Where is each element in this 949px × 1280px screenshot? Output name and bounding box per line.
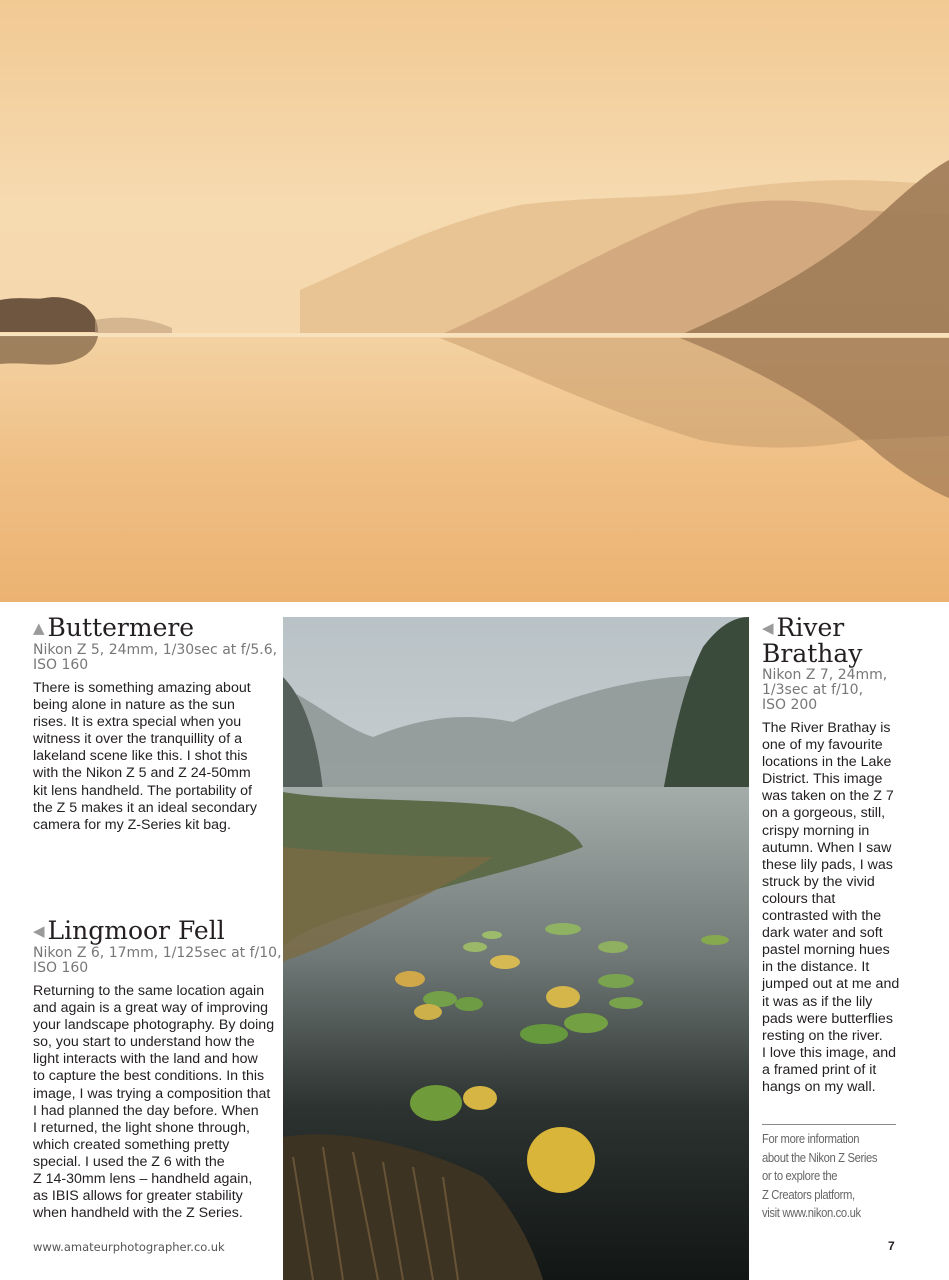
divider xyxy=(762,1124,896,1125)
page-number: 7 xyxy=(888,1239,895,1253)
buttermere-photo xyxy=(0,0,949,602)
caption-title-buttermere: ▲ Buttermere xyxy=(33,613,195,642)
caption-meta-lingmoor-fell: Nikon Z 6, 17mm, 1/125sec at f/10, ISO 160 xyxy=(33,945,282,976)
caption-title-river-brathay: ◀ River Brathay xyxy=(762,613,863,668)
more-info-note: For more information about the Nikon Z Series or to explore the Z Creators platform, visit www.nikon.co.uk xyxy=(762,1132,878,1220)
caption-body-lingmoor-fell: Returning to the same location again and again is a great way of improving your landscape photography. By doing so, you start to understand how the light interacts with the land and how to capture the best conditions. In this image, I was trying a composition that I had planned the day before. When I returned, the light shone through, which created something pretty special. I used the Z 6 with the Z 14-30mm lens – handheld again, as IBIS allows for greater stability when handheld with the Z Series. xyxy=(33,983,275,1222)
caption-meta-buttermere: Nikon Z 5, 24mm, 1/30sec at f/5.6, ISO 160 xyxy=(33,642,278,673)
arrow-left-icon: ◀ xyxy=(762,619,774,637)
caption-title-lingmoor-fell: ◀ Lingmoor Fell xyxy=(33,916,225,945)
arrow-up-icon: ▲ xyxy=(33,619,45,637)
caption-body-buttermere: There is something amazing about being alone in nature as the sun rises. It is extra special when you witness it over the tranquillity of a lakeland scene like this. I shot this with the Nikon Z 5 and Z 24-50mm kit lens handheld. The portability of the Z 5 makes it an ideal secondary camera for my Z-Series kit bag. xyxy=(33,680,257,833)
river-brathay-photo xyxy=(283,617,749,1280)
caption-body-river-brathay: The River Brathay is one of my favourite locations in the Lake District. This image was taken on the Z 7 on a gorgeous, still, crispy morning in autumn. When I saw these lily pads, I was struck by the vivid colours that contrasted with the dark water and soft pastel morning hues in the distance. It jumped out at me and it was as if the lily pads were butterflies resting on the river. I love this image, and a framed print of it hangs on my wall. xyxy=(762,720,900,1095)
footer-url[interactable]: www.amateurphotographer.co.uk xyxy=(33,1240,225,1254)
arrow-left-icon: ◀ xyxy=(33,922,45,940)
caption-meta-river-brathay: Nikon Z 7, 24mm, 1/3sec at f/10, ISO 200 xyxy=(762,667,888,713)
